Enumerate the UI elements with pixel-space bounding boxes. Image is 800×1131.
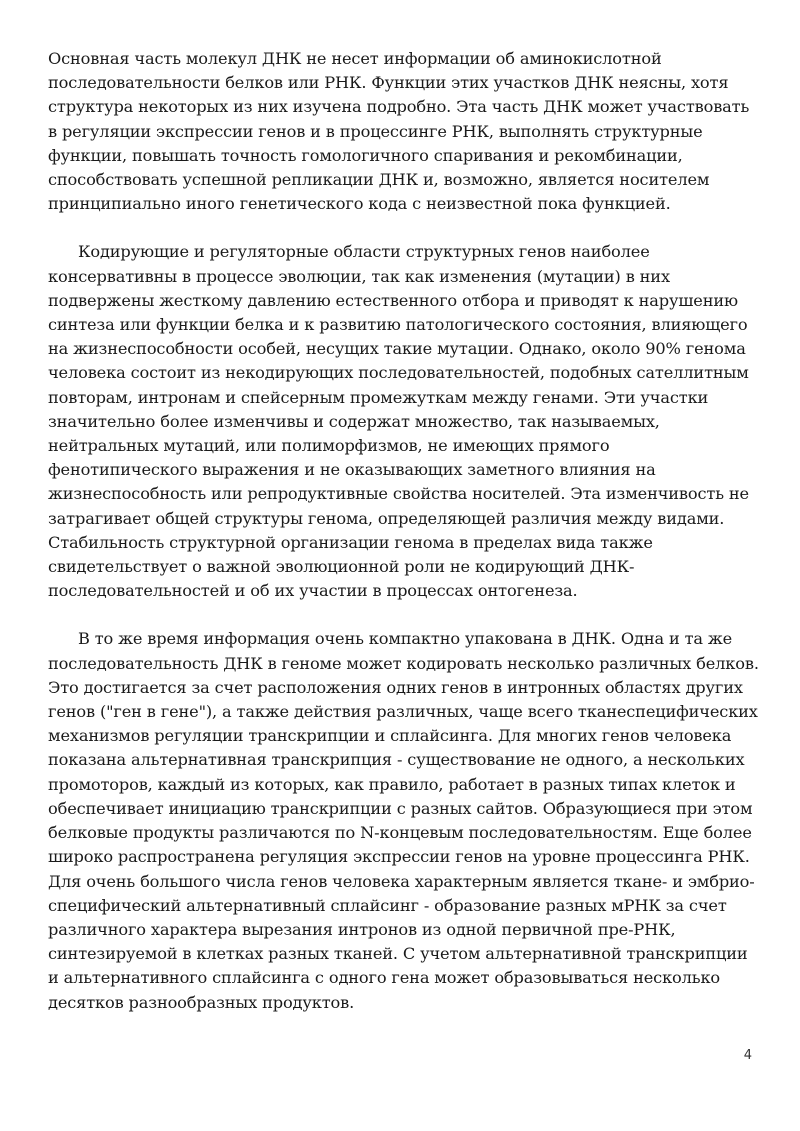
- page-number: 4: [743, 1048, 752, 1063]
- paragraph-2: Кодирующие и регуляторные области структурных генов наиболее консервативны в процессе эволюции, так как изменения (мутации) в них подвержены жесткому давлению естественного отбора и приводят к нарушению синтеза или функции белка и к развитию патологического состояния, влияющего на жизнеспособности особей, несущих такие мутации. Однако, около 90% генома человека состоит из некодирующих последовательностей, подобных сателлитным повторам, интронам и спейсерным промежуткам между генами. Эти участки значительно более изменчивы и содержат множество, так называемых, нейтральных мутаций, или полиморфизмов, не имеющих прямого фенотипического выражения и не оказывающих заметного влияния на жизнеспособность или репродуктивные свойства носителей. Эта изменчивость не затрагивает общей структуры генома, определяющей различия между видами. Стабильность структурной организации генома в пределах вида также свидетельствует о важной эволюционной роли не кодирующий ДНК-последовательностей и об их участии в процессах онтогенеза.: [48, 242, 749, 601]
- document-page: [48, 47, 760, 1015]
- paragraph-3: В то же время информация очень компактно упакована в ДНК. Одна и та же последовательность ДНК в геноме может кодировать несколько различных белков. Это достигается за счет расположения одних генов в интронных областях других генов ("ген в гене"), а также действия различных, чаще всего тканеспецифических механизмов регуляции транскрипции и сплайсинга. Для многих генов человека показана альтернативная транскрипция - существование не одного, а нескольких промоторов, каждый из которых, как правило, работает в разных типах клеток и обеспечивает инициацию транскрипции с разных сайтов. Образующиеся при этом белковые продукты различаются по N-концевым последовательностям. Еще более широко распространена регуляция экспрессии генов на уровне процессинга РНК. Для очень большого числа генов человека характерным является ткане- и эмбрио-специфический альтернативный сплайсинг - образование разных мРНК за счет различного характера вырезания интронов из одной первичной пре-РНК, синтезируемой в клетках разных тканей. С учетом альтернативной транскрипции и альтернативного сплайсинга с одного гена может образовываться несколько десятков разнообразных продуктов.: [48, 629, 759, 1012]
- paragraph-1: Основная часть молекул ДНК не несет информации об аминокислотной последовательности белков или РНК. Функции этих участков ДНК неясны, хотя структура некоторых из них изучена подробно. Эта часть ДНК может участвовать в регуляции экспрессии генов и в процессинге РНК, выполнять структурные функции, повышать точность гомологичного спаривания и рекомбинации, способствовать успешной репликации ДНК и, возможно, является носителем принципиально иного генетического кода с неизвестной пока функцией.: [48, 49, 750, 214]
